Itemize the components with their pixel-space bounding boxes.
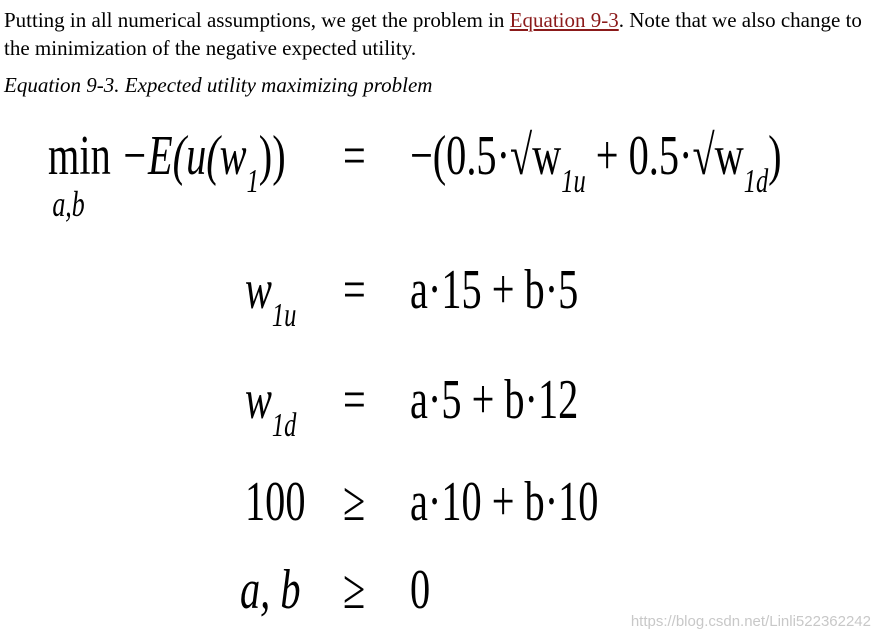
objective-equation — [48, 125, 286, 224]
min-operator: min a,b — [48, 125, 111, 224]
constraint-4-lhs: a, b — [240, 559, 301, 621]
objective-lhs: $-E(u(w_1))$ — [120, 125, 286, 200]
watermark: https://blog.csdn.net/Linli522362242 — [630, 613, 871, 630]
intro-text-before: Putting in all numerical assumptions, we get the problem in — [4, 8, 510, 32]
equation-link[interactable]: Equation 9-3 — [509, 8, 619, 32]
min-variables: a,b — [52, 184, 85, 224]
constraint-1-relation: = — [343, 259, 366, 321]
constraint-3-lhs: 100 — [245, 471, 306, 533]
intro-text-after: . Note that we also change to the minimization of the negative expected utility. — [4, 8, 862, 60]
constraint-4-relation: ≥ — [343, 559, 366, 621]
objective-rhs: $-(0.5\cdot√w_{1u} + 0.5\cdot√w_{1d})$ — [410, 125, 782, 200]
constraint-4-rhs: 0 — [410, 559, 431, 621]
constraint-3-relation: ≥ — [343, 471, 366, 533]
constraint-3-rhs: a·10 + b·10 — [410, 471, 599, 533]
constraint-1-rhs: a·15 + b·5 — [410, 259, 579, 321]
constraint-1-lhs: $w_{1u}$ — [245, 259, 297, 334]
constraint-2-rhs: a·5 + b·12 — [410, 369, 579, 431]
intro-paragraph — [4, 6, 864, 62]
objective-relation: = — [343, 125, 366, 187]
equation-caption: Equation 9-3. Expected utility maximizing problem — [4, 73, 433, 97]
constraint-2-lhs: $w_{1d}$ — [245, 369, 297, 444]
constraint-2-relation: = — [343, 369, 366, 431]
